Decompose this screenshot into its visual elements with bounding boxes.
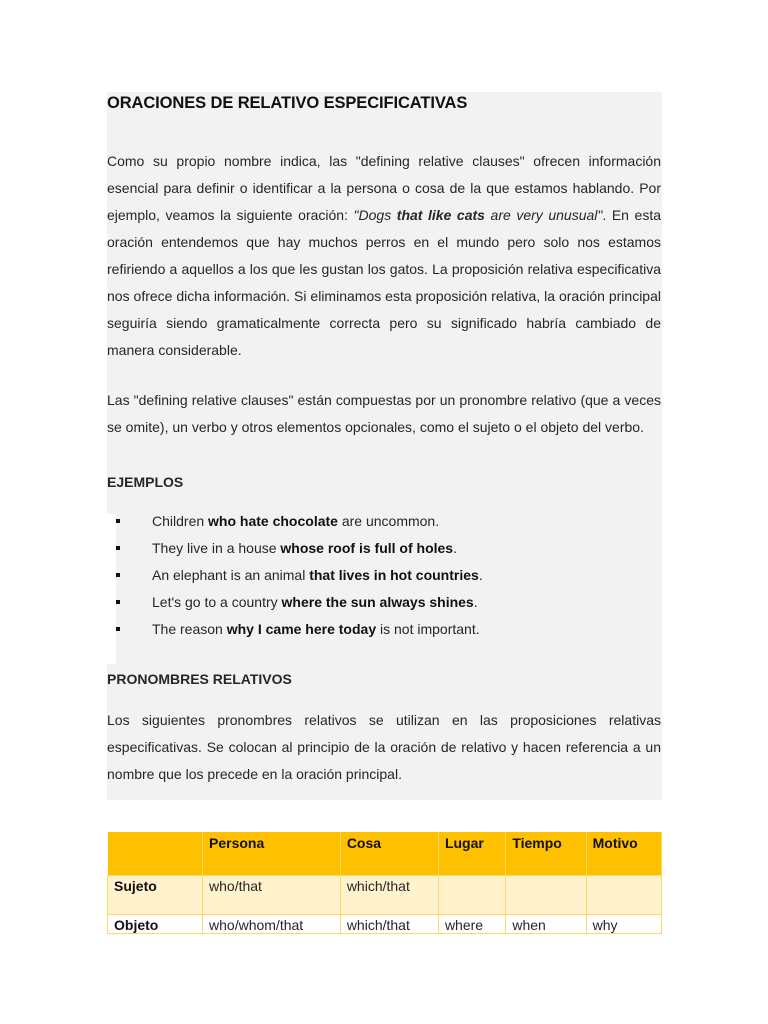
page-title: ORACIONES DE RELATIVO ESPECIFICATIVAS (107, 94, 468, 112)
intro-paragraph (107, 148, 661, 364)
quote-end: are very unusual" (484, 207, 603, 223)
table-row (108, 876, 662, 915)
bullet-icon (116, 627, 120, 631)
table-cell: who/that (203, 876, 341, 915)
bullet-icon (116, 546, 120, 550)
table-row (108, 915, 662, 934)
table-cell (438, 876, 505, 915)
table-header-cell: Tiempo (506, 832, 586, 876)
pronouns-heading: PRONOMBRES RELATIVOS (107, 671, 292, 687)
list-item: The reason why I came here today is not important. (107, 616, 661, 643)
relative-clause: where the sun always shines (281, 594, 474, 610)
table-cell: which/that (340, 915, 438, 934)
list-item: Children who hate chocolate are uncommon. (107, 508, 661, 535)
quote-start: "Dogs (353, 207, 397, 223)
table-cell: where (438, 915, 505, 934)
list-item: An elephant is an animal that lives in hot countries. (107, 562, 661, 589)
table-header-cell: Motivo (586, 832, 661, 876)
table-cell (506, 876, 586, 915)
examples-list (107, 508, 661, 643)
quote-relative-clause: that like cats (396, 207, 485, 223)
example-quote (354, 207, 603, 223)
bullet-icon (116, 573, 120, 577)
intro-text-end: . En esta oración entendemos que hay muchos perros en el mundo pero solo nos estamos refiriendo a aquellos a los que les gustan los gatos. La proposición relativa especificativa nos ofrece dicha información. Si eliminamos esta proposición relativa, la oración principal seguiría siendo gramaticalmente correcta pero su significado habría cambiado de manera considerable. (107, 207, 661, 358)
table-cell: when (506, 915, 586, 934)
pronouns-paragraph: Los siguientes pronombres relativos se utilizan en las proposiciones relativas especificativas. Se colocan al principio de la oración de relativo y hacen referencia a un nombre que los precede en la oración principal. (107, 712, 661, 782)
table-cell (586, 876, 661, 915)
relative-clause: why I came here today (226, 621, 377, 637)
table-cell: which/that (340, 876, 438, 915)
bullet-icon (116, 600, 120, 604)
table-row-label: Objeto (108, 915, 203, 934)
table-row-label: Sujeto (108, 876, 203, 915)
list-item: They live in a house whose roof is full of holes. (107, 535, 661, 562)
relative-clause: who hate chocolate (208, 513, 338, 529)
relative-pronouns-table (107, 832, 662, 934)
document-body (107, 92, 661, 788)
table-header-cell: Lugar (438, 832, 505, 876)
examples-heading: EJEMPLOS (107, 474, 184, 490)
relative-clause: whose roof is full of holes (280, 540, 454, 556)
bullet-icon (116, 519, 120, 523)
list-item: Let's go to a country where the sun always shines. (107, 589, 661, 616)
table-cell: who/whom/that (203, 915, 341, 934)
relative-clause: that lives in hot countries (309, 567, 479, 583)
table-cell: why (586, 915, 661, 934)
composition-paragraph: Las "defining relative clauses" están compuestas por un pronombre relativo (que a veces se omite), un verbo y otros elementos opcionales, como el sujeto o el objeto del verbo. (107, 392, 661, 435)
table-header-row (108, 832, 662, 876)
table-header-cell: Persona (203, 832, 341, 876)
table-header-cell: Cosa (340, 832, 438, 876)
table-header-cell (108, 832, 203, 876)
intro-text-start: Como su propio nombre indica, las "defining relative clauses" ofrecen información esencial para definir o identificar a la persona o cosa de la que estamos hablando. Por ejemplo, veamos la siguiente oración: (107, 153, 661, 223)
